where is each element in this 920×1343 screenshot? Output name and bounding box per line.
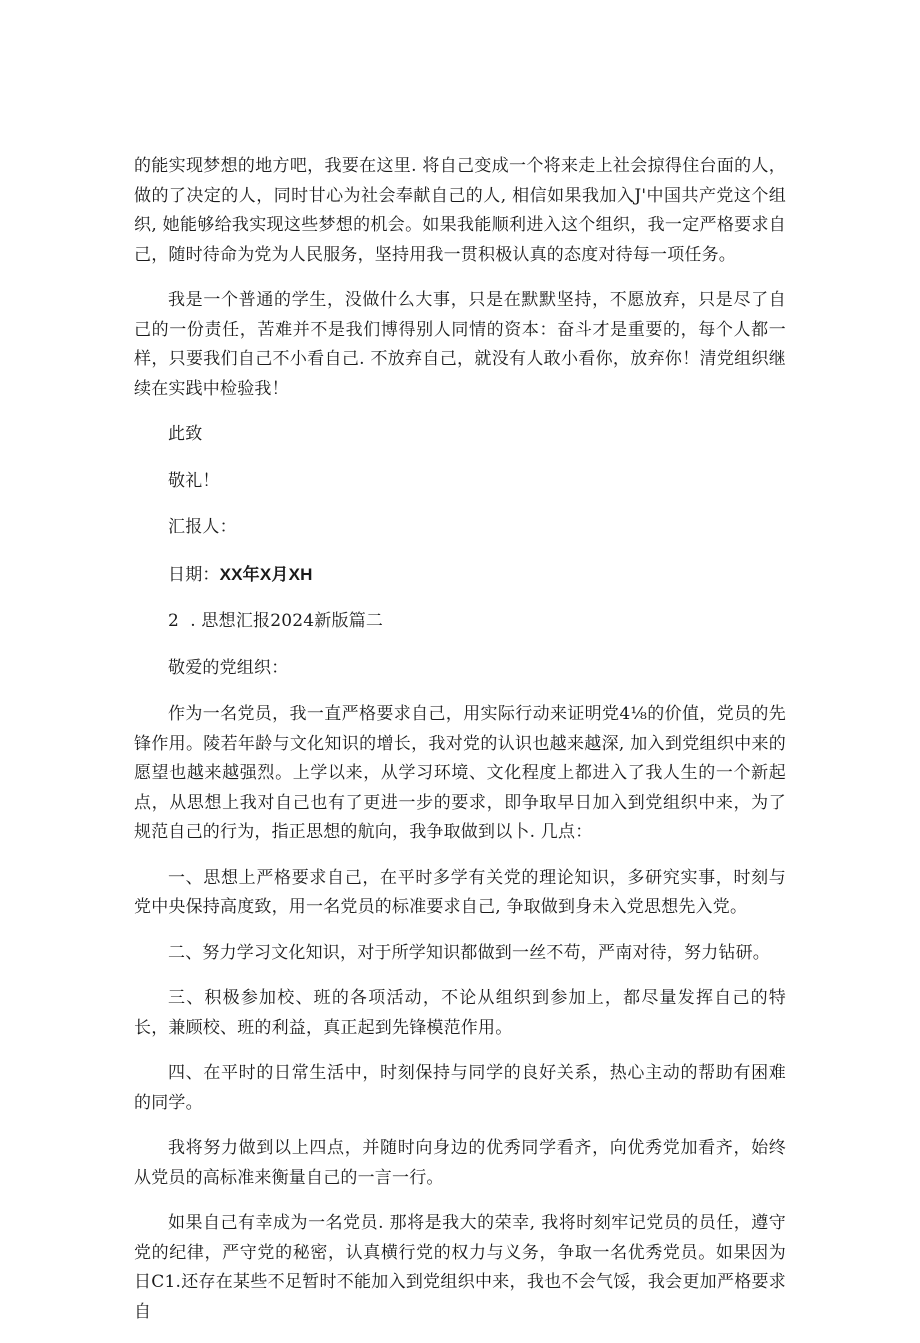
paragraph-point-four: 四、在平时的日常生活中，时刻保持与同学的良好关系，热心主动的帮助有困难的同学。 <box>134 1063 786 1113</box>
closing-jingli: 敬礼！ <box>168 470 220 491</box>
salutation: 敬爱的党组织： <box>168 657 289 678</box>
paragraph-point-one: 一、思想上严格要求自己，在平时多学有关党的理论知识，多研究实事，时刻与党中央保持高度致，用一名党员的标准要求自己, 争取做到身未入党思想先入党。 <box>134 867 786 917</box>
paragraph-summary: 我将努力做到以上四点，并随时向身边的优秀同学看齐，向优秀党加看齐，始终从党员的高标准来衡量自己的一言一行。 <box>134 1138 786 1188</box>
paragraph-point-two: 二、努力学习文化知识，对于所学知识都做到一丝不苟，严南对待，努力钻研。 <box>168 942 770 963</box>
paragraph-ordinary-student: 我是一个普通的学生，没做什么大事，只是在默默坚持，不愿放弃，只是尽了自己的一份责任，苦难并不是我们博得别人同情的资本：奋斗才是重要的，每个人都一样，只要我们自己不小看自己. 不放弃自己，就没有人敢小看你，放弃你！清党组织继续在实践中检验我！ <box>134 290 786 399</box>
date-value: XX年X月XH <box>219 564 313 584</box>
document-body <box>134 152 786 1343</box>
closing-cizhi: 此致 <box>168 424 203 444</box>
reporter-label: 汇报人： <box>168 517 237 537</box>
date-line <box>134 560 786 591</box>
date-label: 日期： <box>168 564 220 585</box>
paragraph-dream: 的能实现梦想的地方吧，我要在这里. 将自己变成一个将来走上社会掠得住台面的人，做的了决定的人，同时甘心为社会奉献自己的人, 相信如果我加入J'中国共产党这个组织, 她能够给我实现这些梦想的机会。如果我能顺利进入这个组织，我一定严格要求自己，随时待命为党为人民服务，坚持用我一贯积极认真的态度对待每一项任务。 <box>134 156 786 265</box>
paragraph-if-member: 如果自己有幸成为一名党员. 那将是我大的荣幸, 我将时刻牢记党员的员任，遵守党的纪律，严守党的秘密，认真横行党的权力与义务，争取一名优秀党员。如果因为日C1.还存在某些不足暂时不能加入到党组织中来，我也不会气馁，我会更加严格要求自 <box>134 1213 786 1322</box>
section-heading: 2 . 思想汇报2024新版篇二 <box>168 611 384 631</box>
paragraph-intro: 作为一名党员，我一直严格要求自己，用实际行动来证明党4⅛的价值，党员的先锋作用。陵若年龄与文化知识的增长，我对党的认识也越来越深, 加入到党组织中来的愿望也越来越强烈。上学以来，从学习环境、文化程度上都进入了我人生的一个新起点，从思想上我对自己也有了更进一步的要求，即争取早日加入到党组织中来，为了规范自己的行为，指正思想的航向，我争取做到以卜. 几点： <box>134 704 786 842</box>
paragraph-point-three: 三、积极参加校、班的各项活动，不论从组织到参加上，都尽量发挥自己的特长，兼顾校、班的利益，真正起到先锋模范作用。 <box>134 988 786 1038</box>
